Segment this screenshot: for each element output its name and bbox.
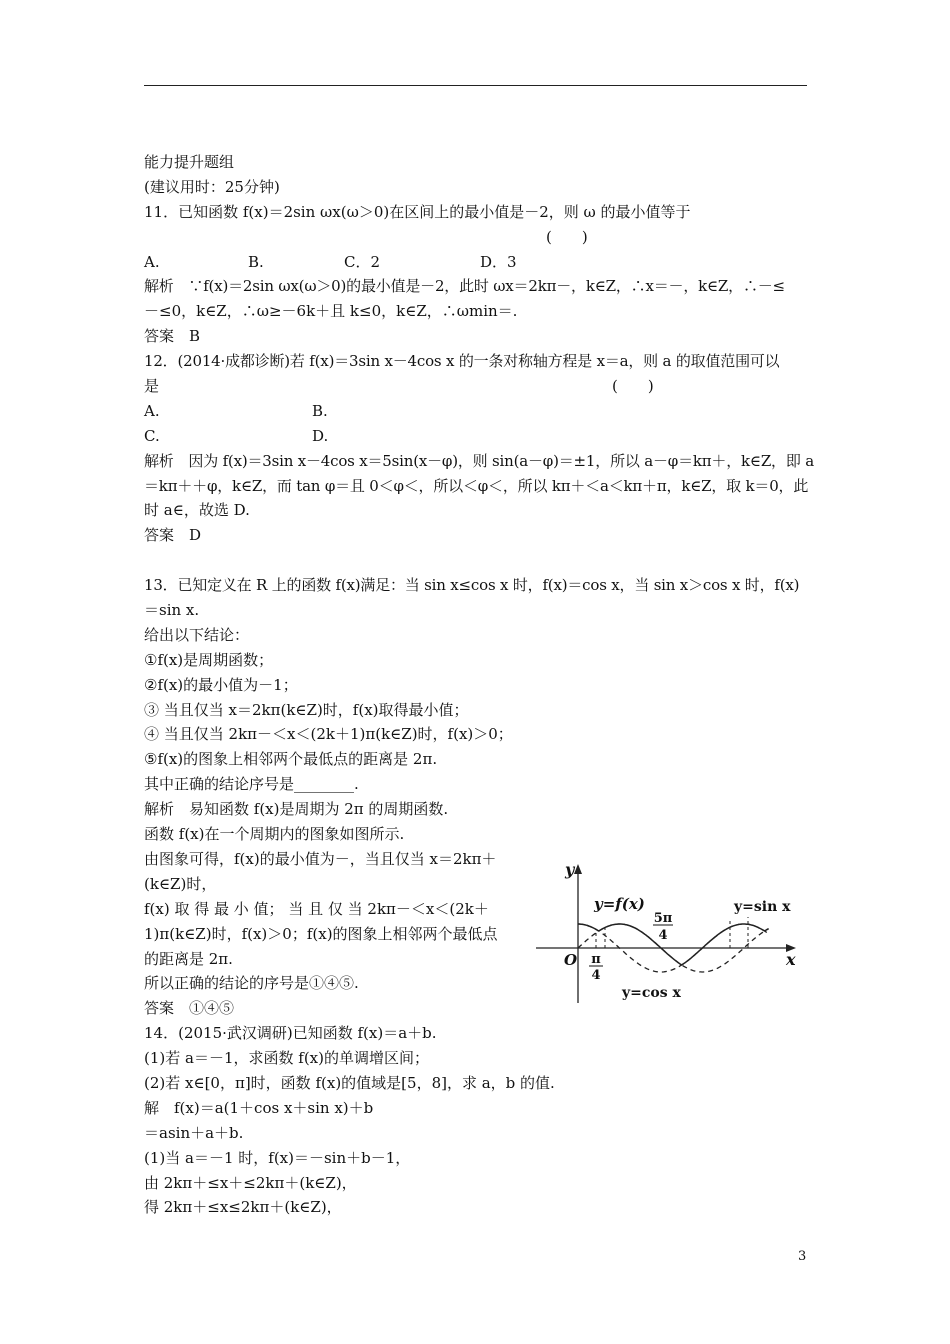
fraction-pi-over-4 (589, 952, 603, 983)
y-axis-arrow (574, 864, 582, 874)
q12-solution-1: 解析 因为 f(x)＝3sin x－4cos x＝5sin(x－φ)，则 sin(a－φ)＝±1，所以 a－φ＝kπ＋，k∈Z，即 a (144, 451, 814, 470)
5pi-over-4-denominator: 4 (658, 928, 668, 943)
q13-conclusion-4: ④ 当且仅当 2kπ－＜x＜(2k＋1)π(k∈Z)时，f(x)＞0； (144, 725, 513, 744)
fraction-5pi-over-4 (653, 911, 673, 943)
q14-solution-4: 由 2kπ＋≤x＋≤2kπ＋(k∈Z)， (144, 1173, 357, 1192)
q11-option-c: C．2 (344, 252, 381, 271)
time-hint: (建议用时：25分钟) (144, 177, 280, 196)
q12-option-a: A. (144, 401, 160, 420)
q11-solution-2: －≤0，k∈Z，∴ω≥－6k＋且 k≤0，k∈Z，∴ωmin＝. (144, 302, 518, 321)
section-title: 能力提升题组 (144, 153, 235, 171)
q14-solution-1: 解 f(x)＝a(1＋cos x＋sin x)＋b (144, 1098, 374, 1117)
q11-options (144, 250, 807, 275)
pi-over-4-denominator: 4 (591, 968, 601, 983)
q13-solution-5: f(x) 取 得 最 小 值； 当 且 仅 当 2kπ－＜x＜(2k＋ (144, 899, 489, 918)
q11-option-b: B. (248, 252, 264, 271)
q13-conclusion-2: ②f(x)的最小值为－1； (144, 675, 298, 694)
q13-conclusion-5: ⑤f(x)的图象上相邻两个最低点的距离是 2π. (144, 750, 438, 769)
q13-solution-7: 的距离是 2π. (144, 949, 233, 968)
q14-solution-2: ＝asin＋a＋b. (144, 1123, 244, 1142)
document-body (144, 150, 814, 1220)
q13-conclusion-3: ③ 当且仅当 x＝2kπ(k∈Z)时，f(x)取得最小值； (144, 700, 469, 719)
f-curve-solid (578, 924, 769, 965)
q14-stem-3: (2)若 x∈[0，π]时，函数 f(x)的值域是[5，8]，求 a，b 的值. (144, 1073, 555, 1092)
5pi-over-4-numerator: 5π (653, 911, 673, 926)
q13-solution-4: (k∈Z)时， (144, 874, 217, 893)
q13-stem-1: 13．已知定义在 R 上的函数 f(x)满足：当 sin x≤cos x 时，f(x)＝cos x，当 sin x＞cos x 时，f(x) (144, 576, 800, 595)
q14-solution-3: (1)当 a＝－1 时，f(x)＝－sin＋b－1， (144, 1148, 411, 1167)
q12-option-b: B. (312, 401, 328, 420)
q13-answer: 答案 ①④⑤ (144, 999, 235, 1018)
q12-options-cd (144, 424, 807, 449)
q12-stem-2 (144, 374, 807, 399)
pi-over-4-numerator: π (591, 952, 601, 967)
q11-paren-line (144, 225, 807, 250)
q12-solution-3: 时 a∈，故选 D. (144, 501, 250, 520)
q12-answer: 答案 D (144, 526, 202, 545)
q14-stem-2: (1)若 a＝－1，求函数 f(x)的单调增区间； (144, 1049, 429, 1068)
q13-solution-1: 解析 易知函数 f(x)是周期为 2π 的周期函数. (144, 800, 449, 819)
q13-solution-6: 1)π(k∈Z)时，f(x)＞0；f(x)的图象上相邻两个最低点 (144, 924, 498, 943)
origin-label: O (564, 951, 578, 969)
y-axis-label: y (565, 860, 575, 879)
q11-answer-paren: ( ) (546, 227, 588, 246)
q13-solution-2: 函数 f(x)在一个周期内的图象如图所示. (144, 825, 405, 844)
q11-solution-1: 解析 ∵f(x)＝2sin ωx(ω＞0)的最小值是－2，此时 ωx＝2kπ－，k∈Z，∴x＝－，k∈Z，∴－≤ (144, 277, 785, 296)
q12-solution-2: ＝kπ＋＋φ，k∈Z，而 tan φ＝且 0＜φ＜，所以＜φ＜，所以 kπ＋＜a＜kπ＋π，k∈Z，取 k＝0，此 (144, 476, 809, 495)
q12-options-ab (144, 399, 807, 424)
q13-stem-2: ＝sin x. (144, 601, 200, 620)
q12-answer-paren: ( ) (612, 377, 654, 396)
q13-conclusion-1: ①f(x)是周期函数； (144, 650, 274, 669)
function-graph-figure (534, 855, 800, 1005)
spacer (144, 548, 807, 573)
q12-stem-2-text: 是 (144, 377, 160, 396)
q11-stem: 11．已知函数 f(x)＝2sin ωx(ω＞0)在区间上的最小值是－2，则 ω 的最小值等于 (144, 202, 691, 221)
cos-curve-label: y=cos x (622, 985, 681, 1001)
q13-solution-8: 所以正确的结论的序号是①④⑤. (144, 974, 359, 993)
q12-option-d: D. (312, 426, 329, 445)
q14-solution-5: 得 2kπ＋≤x≤2kπ＋(k∈Z)， (144, 1198, 342, 1217)
q12-stem-1: 12．(2014·成都诊断)若 f(x)＝3sin x－4cos x 的一条对称轴方程是 x＝a，则 a 的取值范围可以 (144, 352, 780, 371)
q11-option-a: A. (144, 252, 160, 271)
q14-stem-1: 14．(2015·武汉调研)已知函数 f(x)＝a＋b. (144, 1024, 437, 1043)
x-axis-label: x (786, 950, 796, 969)
q12-option-c: C. (144, 426, 160, 445)
q11-option-d: D．3 (480, 252, 517, 271)
q11-answer: 答案 B (144, 327, 201, 346)
sin-curve-label: y=sin x (734, 899, 791, 915)
page-number: 3 (798, 1249, 807, 1264)
q13-stem-3: 给出以下结论： (144, 625, 250, 644)
q13-solution-3: 由图象可得，f(x)的最小值为－，当且仅当 x＝2kπ＋ (144, 849, 497, 868)
header-rule (144, 85, 807, 86)
q13-question: 其中正确的结论序号是________. (144, 775, 359, 794)
f-curve-label: y=f(x) (594, 895, 645, 913)
